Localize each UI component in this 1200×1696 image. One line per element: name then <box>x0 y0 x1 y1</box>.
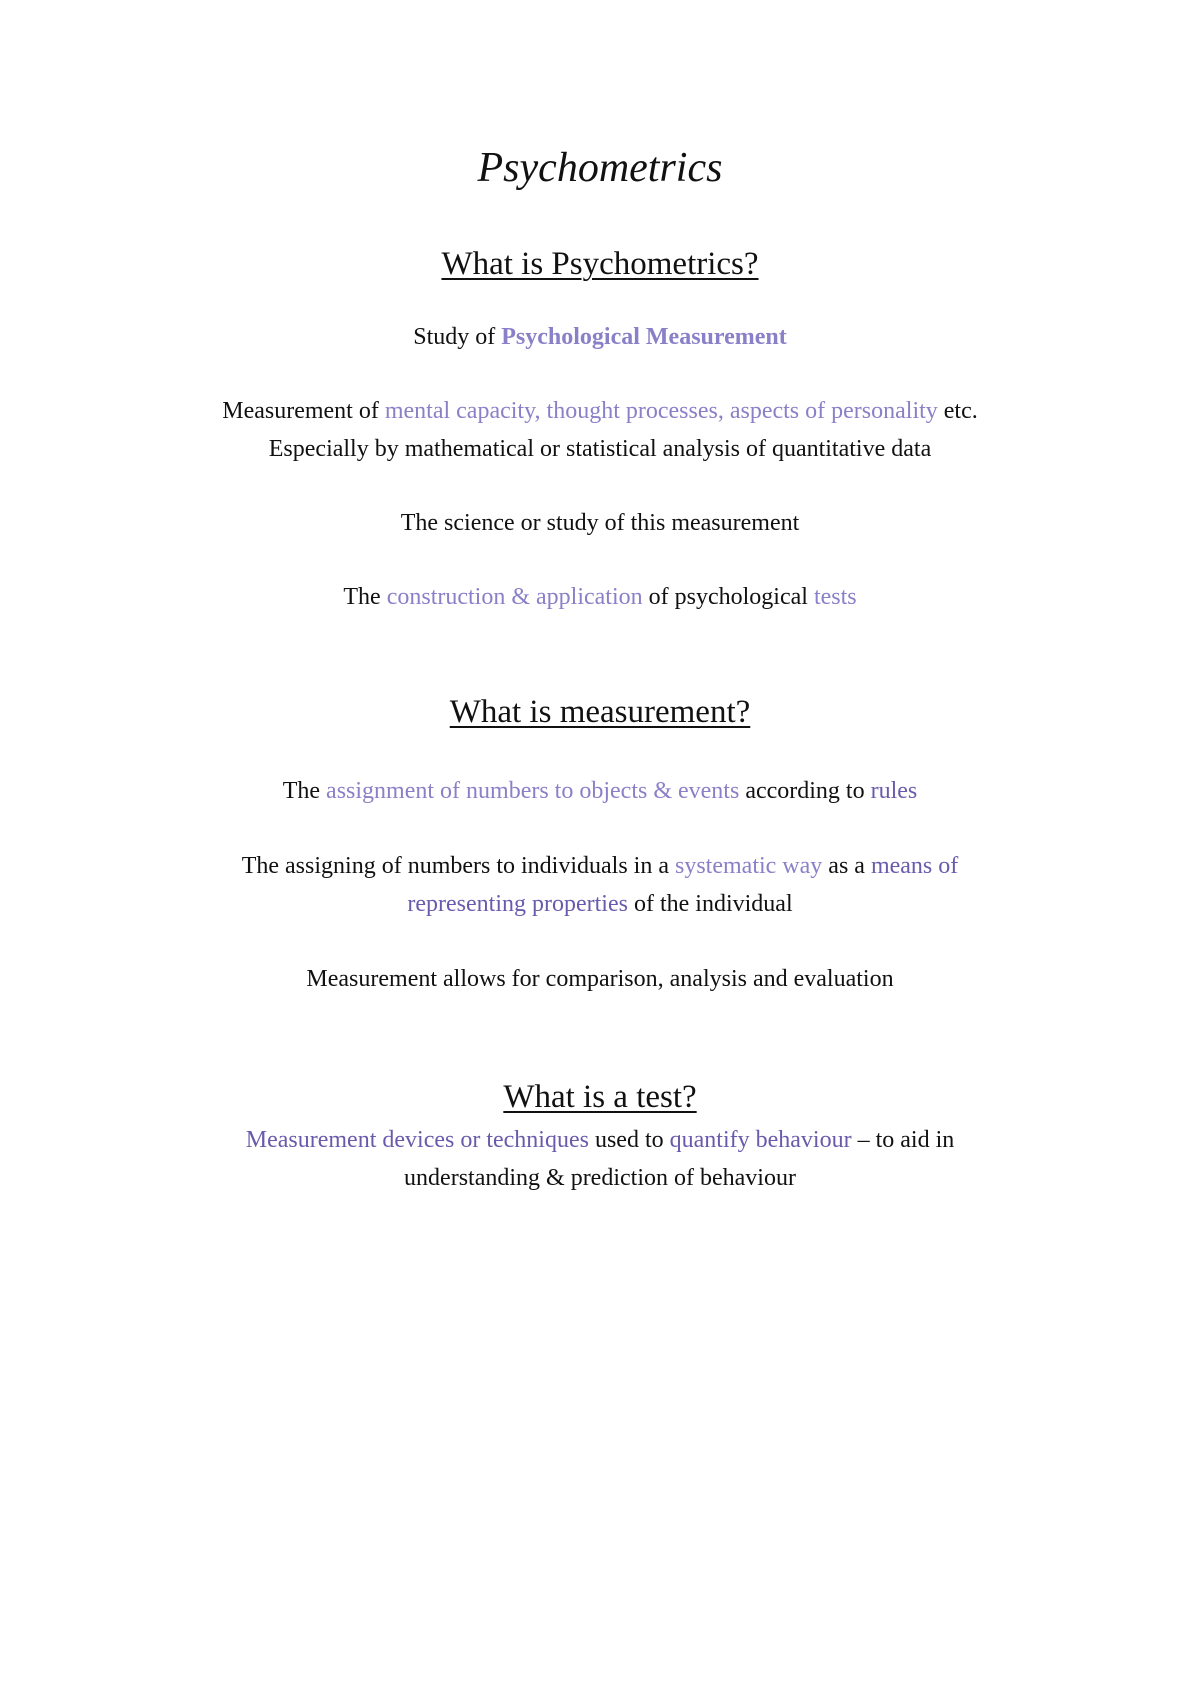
text-run: etc. <box>937 398 978 424</box>
definition-line <box>0 322 1200 352</box>
highlight-term: assignment of numbers to objects & events <box>326 778 740 804</box>
definition-line <box>0 889 1200 919</box>
definition-line <box>0 1125 1200 1155</box>
text-run: The science or study of this measurement <box>400 510 800 536</box>
text-run: of the individual <box>627 891 793 917</box>
definition-line <box>0 1163 1200 1193</box>
text-run: The assigning of numbers to individuals in a <box>241 853 675 879</box>
text-run: Especially by mathematical or statistical analysis of quantitative data <box>268 436 932 462</box>
text-run: of psychological <box>642 584 814 610</box>
document-title: Psychometrics <box>477 145 723 191</box>
highlight-term: representing properties <box>407 891 628 917</box>
text-run: The <box>343 584 387 610</box>
text-run: – to aid in <box>851 1127 955 1153</box>
section-heading-psychometrics: What is Psychometrics? <box>441 246 759 282</box>
highlight-term: means of <box>870 853 959 879</box>
section-heading-test: What is a test? <box>503 1079 697 1115</box>
section-heading-measurement: What is measurement? <box>449 694 751 730</box>
highlight-term: systematic way <box>675 853 823 879</box>
definition-line <box>0 434 1200 464</box>
definition-line <box>0 508 1200 538</box>
text-run: The <box>282 778 327 804</box>
text-run: used to <box>588 1127 670 1153</box>
definition-line <box>0 851 1200 881</box>
text-run: Measurement allows for comparison, analysis and evaluation <box>306 966 894 992</box>
highlight-term: Measurement devices or techniques <box>245 1127 589 1153</box>
highlight-term: construction & application <box>386 584 643 610</box>
text-run: Study of <box>413 324 502 350</box>
definition-line <box>0 776 1200 806</box>
text-run: according to <box>739 778 871 804</box>
definition-line <box>0 964 1200 994</box>
highlight-term: quantify behaviour <box>669 1127 852 1153</box>
definition-line <box>0 396 1200 426</box>
text-run: understanding & prediction of behaviour <box>404 1165 796 1191</box>
highlight-term: Psychological Measurement <box>501 324 787 350</box>
highlight-term: tests <box>813 584 857 610</box>
definition-line <box>0 582 1200 612</box>
highlight-term: rules <box>870 778 918 804</box>
text-run: as a <box>822 853 871 879</box>
text-run: Measurement of <box>222 398 385 424</box>
highlight-term: mental capacity, thought processes, aspects of personality <box>384 398 938 424</box>
